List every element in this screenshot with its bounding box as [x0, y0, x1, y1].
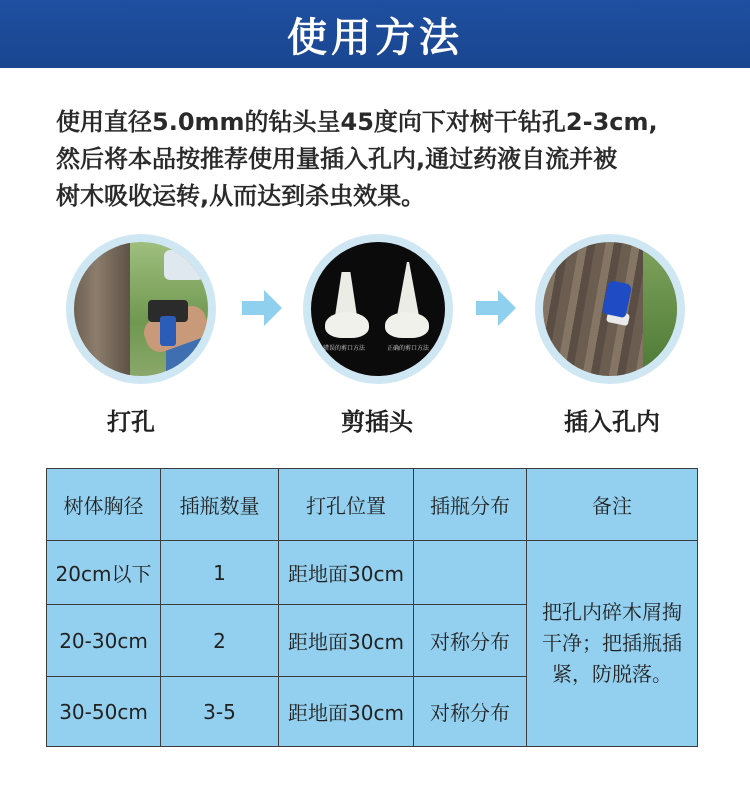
cell-distribution: [414, 541, 527, 605]
cell-distribution: 对称分布: [414, 605, 527, 677]
cell-diameter: 30-50cm: [47, 677, 161, 747]
intro-text: [56, 104, 716, 215]
table-header-row: [47, 469, 698, 541]
header-bar: [0, 0, 750, 68]
cell-count: 1: [161, 541, 279, 605]
drilling-photo: [74, 242, 208, 376]
cell-distribution: 对称分布: [414, 677, 527, 747]
step-label-cut: 剪插头: [341, 408, 413, 436]
arrow-right-icon: [476, 290, 516, 326]
intro-line: 然后将本品按推荐使用量插入孔内,通过药液自流并被: [56, 145, 618, 173]
cell-note: 把孔内碎木屑掏干净；把插瓶插紧，防脱落。: [527, 541, 698, 747]
arrow-right-icon: [242, 290, 282, 326]
header-count: 插瓶数量: [161, 469, 279, 541]
usage-table: [46, 468, 698, 747]
bottle-in-tree-photo: [543, 242, 677, 376]
cell-diameter: 20cm以下: [47, 541, 161, 605]
header-distribution: 插瓶分布: [414, 469, 527, 541]
header-position: 打孔位置: [279, 469, 414, 541]
cell-count: 3-5: [161, 677, 279, 747]
cell-position: 距地面30cm: [279, 677, 414, 747]
step-drill-circle: [66, 234, 216, 384]
nozzle-caption-right: 正确的剪口方法: [387, 345, 430, 352]
step-insert-circle: [535, 234, 685, 384]
cell-diameter: 20-30cm: [47, 605, 161, 677]
cell-count: 2: [161, 605, 279, 677]
step-cut-circle: [303, 234, 453, 384]
nozzle-caption-wrong: 错误的剪口方法: [323, 345, 366, 352]
step-label-drill: 打孔: [107, 408, 155, 436]
page-title: 使用方法: [287, 14, 463, 61]
cell-position: 距地面30cm: [279, 605, 414, 677]
intro-line: 树木吸收运转,从而达到杀虫效果。: [56, 182, 426, 210]
header-note: 备注: [527, 469, 698, 541]
header-diameter: 树体胸径: [47, 469, 161, 541]
table-row: [47, 541, 698, 605]
nozzle-photo: [311, 242, 445, 376]
intro-line: 使用直径5.0mm的钻头呈45度向下对树干钻孔2-3cm,: [56, 108, 658, 136]
step-label-insert: 插入孔内: [564, 408, 660, 436]
cell-position: 距地面30cm: [279, 541, 414, 605]
